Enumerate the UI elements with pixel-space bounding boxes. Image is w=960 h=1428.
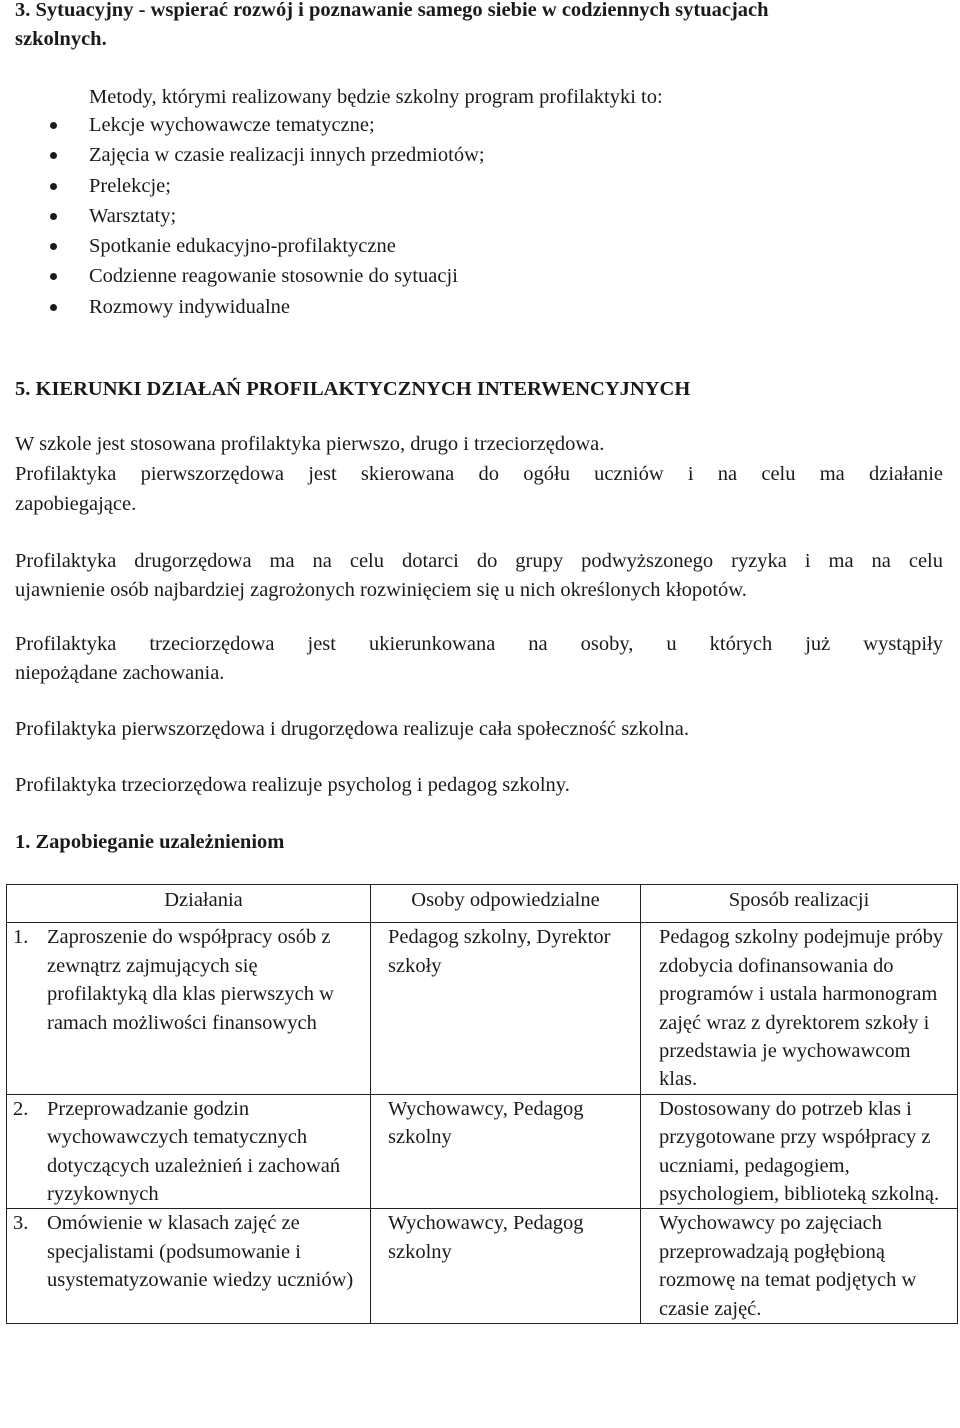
subsection-heading: 1. Zapobieganie uzależnieniom <box>15 831 285 853</box>
paragraph-1: W szkole jest stosowana profilaktyka pierwszo, drugo i trzeciorzędowa. <box>15 433 605 455</box>
list-item-text: Rozmowy indywidualne <box>89 295 290 318</box>
method-cell: Wychowawcy po zajęciach przeprowadzają pogłębioną rozmowę na temat podjętych w czasie zajęć. <box>641 1209 958 1324</box>
action-cell <box>7 1094 371 1209</box>
list-item-text: Spotkanie edukacyjno-profilaktyczne <box>89 235 396 258</box>
list-item-text: Codzienne reagowanie stosownie do sytuacji <box>89 265 458 288</box>
action-cell <box>7 923 371 1094</box>
column-header-actions: Działania <box>7 885 371 923</box>
list-item-text: Prelekcje; <box>89 174 171 197</box>
section-3-heading-line2: szkolnych. <box>15 28 107 50</box>
list-item-text: Zajęcia w czasie realizacji innych przedmiotów; <box>89 144 485 167</box>
list-item <box>45 171 485 201</box>
method-cell: Pedagog szkolny podejmuje próby zdobycia dofinansowania do programów i ustala harmonogram zajęć wraz z dyrektorem szkoły i przedstawia je wychowawcom klas. <box>641 923 958 1094</box>
bullet-icon <box>50 304 57 311</box>
list-item <box>45 201 485 231</box>
row-number: 2. <box>13 1097 29 1120</box>
prevention-table <box>6 884 958 1324</box>
bullet-icon <box>50 273 57 280</box>
paragraph-4-line2: niepożądane zachowania. <box>15 662 225 684</box>
bullet-icon <box>50 243 57 250</box>
list-item <box>45 231 485 261</box>
row-number: 3. <box>13 1212 29 1235</box>
list-item <box>45 261 485 291</box>
paragraph-2-line2: zapobiegające. <box>15 493 137 515</box>
table-header-row <box>7 885 958 923</box>
responsible-cell: Wychowawcy, Pedagog szkolny <box>371 1209 641 1324</box>
table-row <box>7 923 958 1094</box>
table-row <box>7 1209 958 1324</box>
section-3-heading-line1: 3. Sytuacyjny - wspierać rozwój i poznawanie samego siebie w codziennych sytuacjach <box>15 0 769 21</box>
list-item-text: Warsztaty; <box>89 204 177 227</box>
responsible-cell: Wychowawcy, Pedagog szkolny <box>371 1094 641 1209</box>
paragraph-3-line1: Profilaktyka drugorzędowa ma na celu dotarci do grupy podwyższonego ryzyka i ma na celu <box>15 550 943 572</box>
action-cell <box>7 1209 371 1324</box>
bullet-icon <box>50 122 57 129</box>
bullet-icon <box>50 152 57 159</box>
methods-list <box>45 110 485 322</box>
bullet-icon <box>50 213 57 220</box>
column-header-responsible: Osoby odpowiedzialne <box>371 885 641 923</box>
method-cell: Dostosowany do potrzeb klas i przygotowane przy współpracy z uczniami, pedagogiem, psychologiem, biblioteką szkolną. <box>641 1094 958 1209</box>
paragraph-4-line1: Profilaktyka trzeciorzędowa jest ukierunkowana na osoby, u których już wystąpiły <box>15 633 943 655</box>
responsible-cell: Pedagog szkolny, Dyrektor szkoły <box>371 923 641 1094</box>
paragraph-3-line2: ujawnienie osób najbardziej zagrożonych rozwinięciem się u nich określonych kłopotów. <box>15 579 747 601</box>
section-5-heading: 5. KIERUNKI DZIAŁAŃ PROFILAKTYCZNYCH INTERWENCYJNYCH <box>15 378 691 400</box>
list-item <box>45 110 485 140</box>
list-item-text: Lekcje wychowawcze tematyczne; <box>89 114 375 136</box>
bullet-icon <box>50 183 57 190</box>
paragraph-6: Profilaktyka trzeciorzędowa realizuje psycholog i pedagog szkolny. <box>15 774 570 796</box>
action-text: Przeprowadzanie godzin wychowawczych tematycznych dotyczących uzależnień i zachowań ryzykownych <box>47 1097 341 1206</box>
paragraph-5: Profilaktyka pierwszorzędowa i drugorzędowa realizuje cała społeczność szkolna. <box>15 718 689 740</box>
table-row <box>7 1094 958 1209</box>
list-item <box>45 140 485 170</box>
column-header-method: Sposób realizacji <box>641 885 958 923</box>
action-text: Zaproszenie do współpracy osób z zewnątrz zajmujących się profilaktyką dla klas pierwszych w ramach możliwości finansowych <box>47 926 334 1034</box>
methods-intro: Metody, którymi realizowany będzie szkolny program profilaktyki to: <box>89 86 663 108</box>
row-number: 1. <box>13 926 29 949</box>
paragraph-2-line1: Profilaktyka pierwszorzędowa jest skierowana do ogółu uczniów i na celu ma działanie <box>15 463 943 485</box>
list-item <box>45 292 485 322</box>
action-text: Omówienie w klasach zajęć ze specjalistami (podsumowanie i usystematyzowanie wiedzy uczniów) <box>47 1212 354 1292</box>
